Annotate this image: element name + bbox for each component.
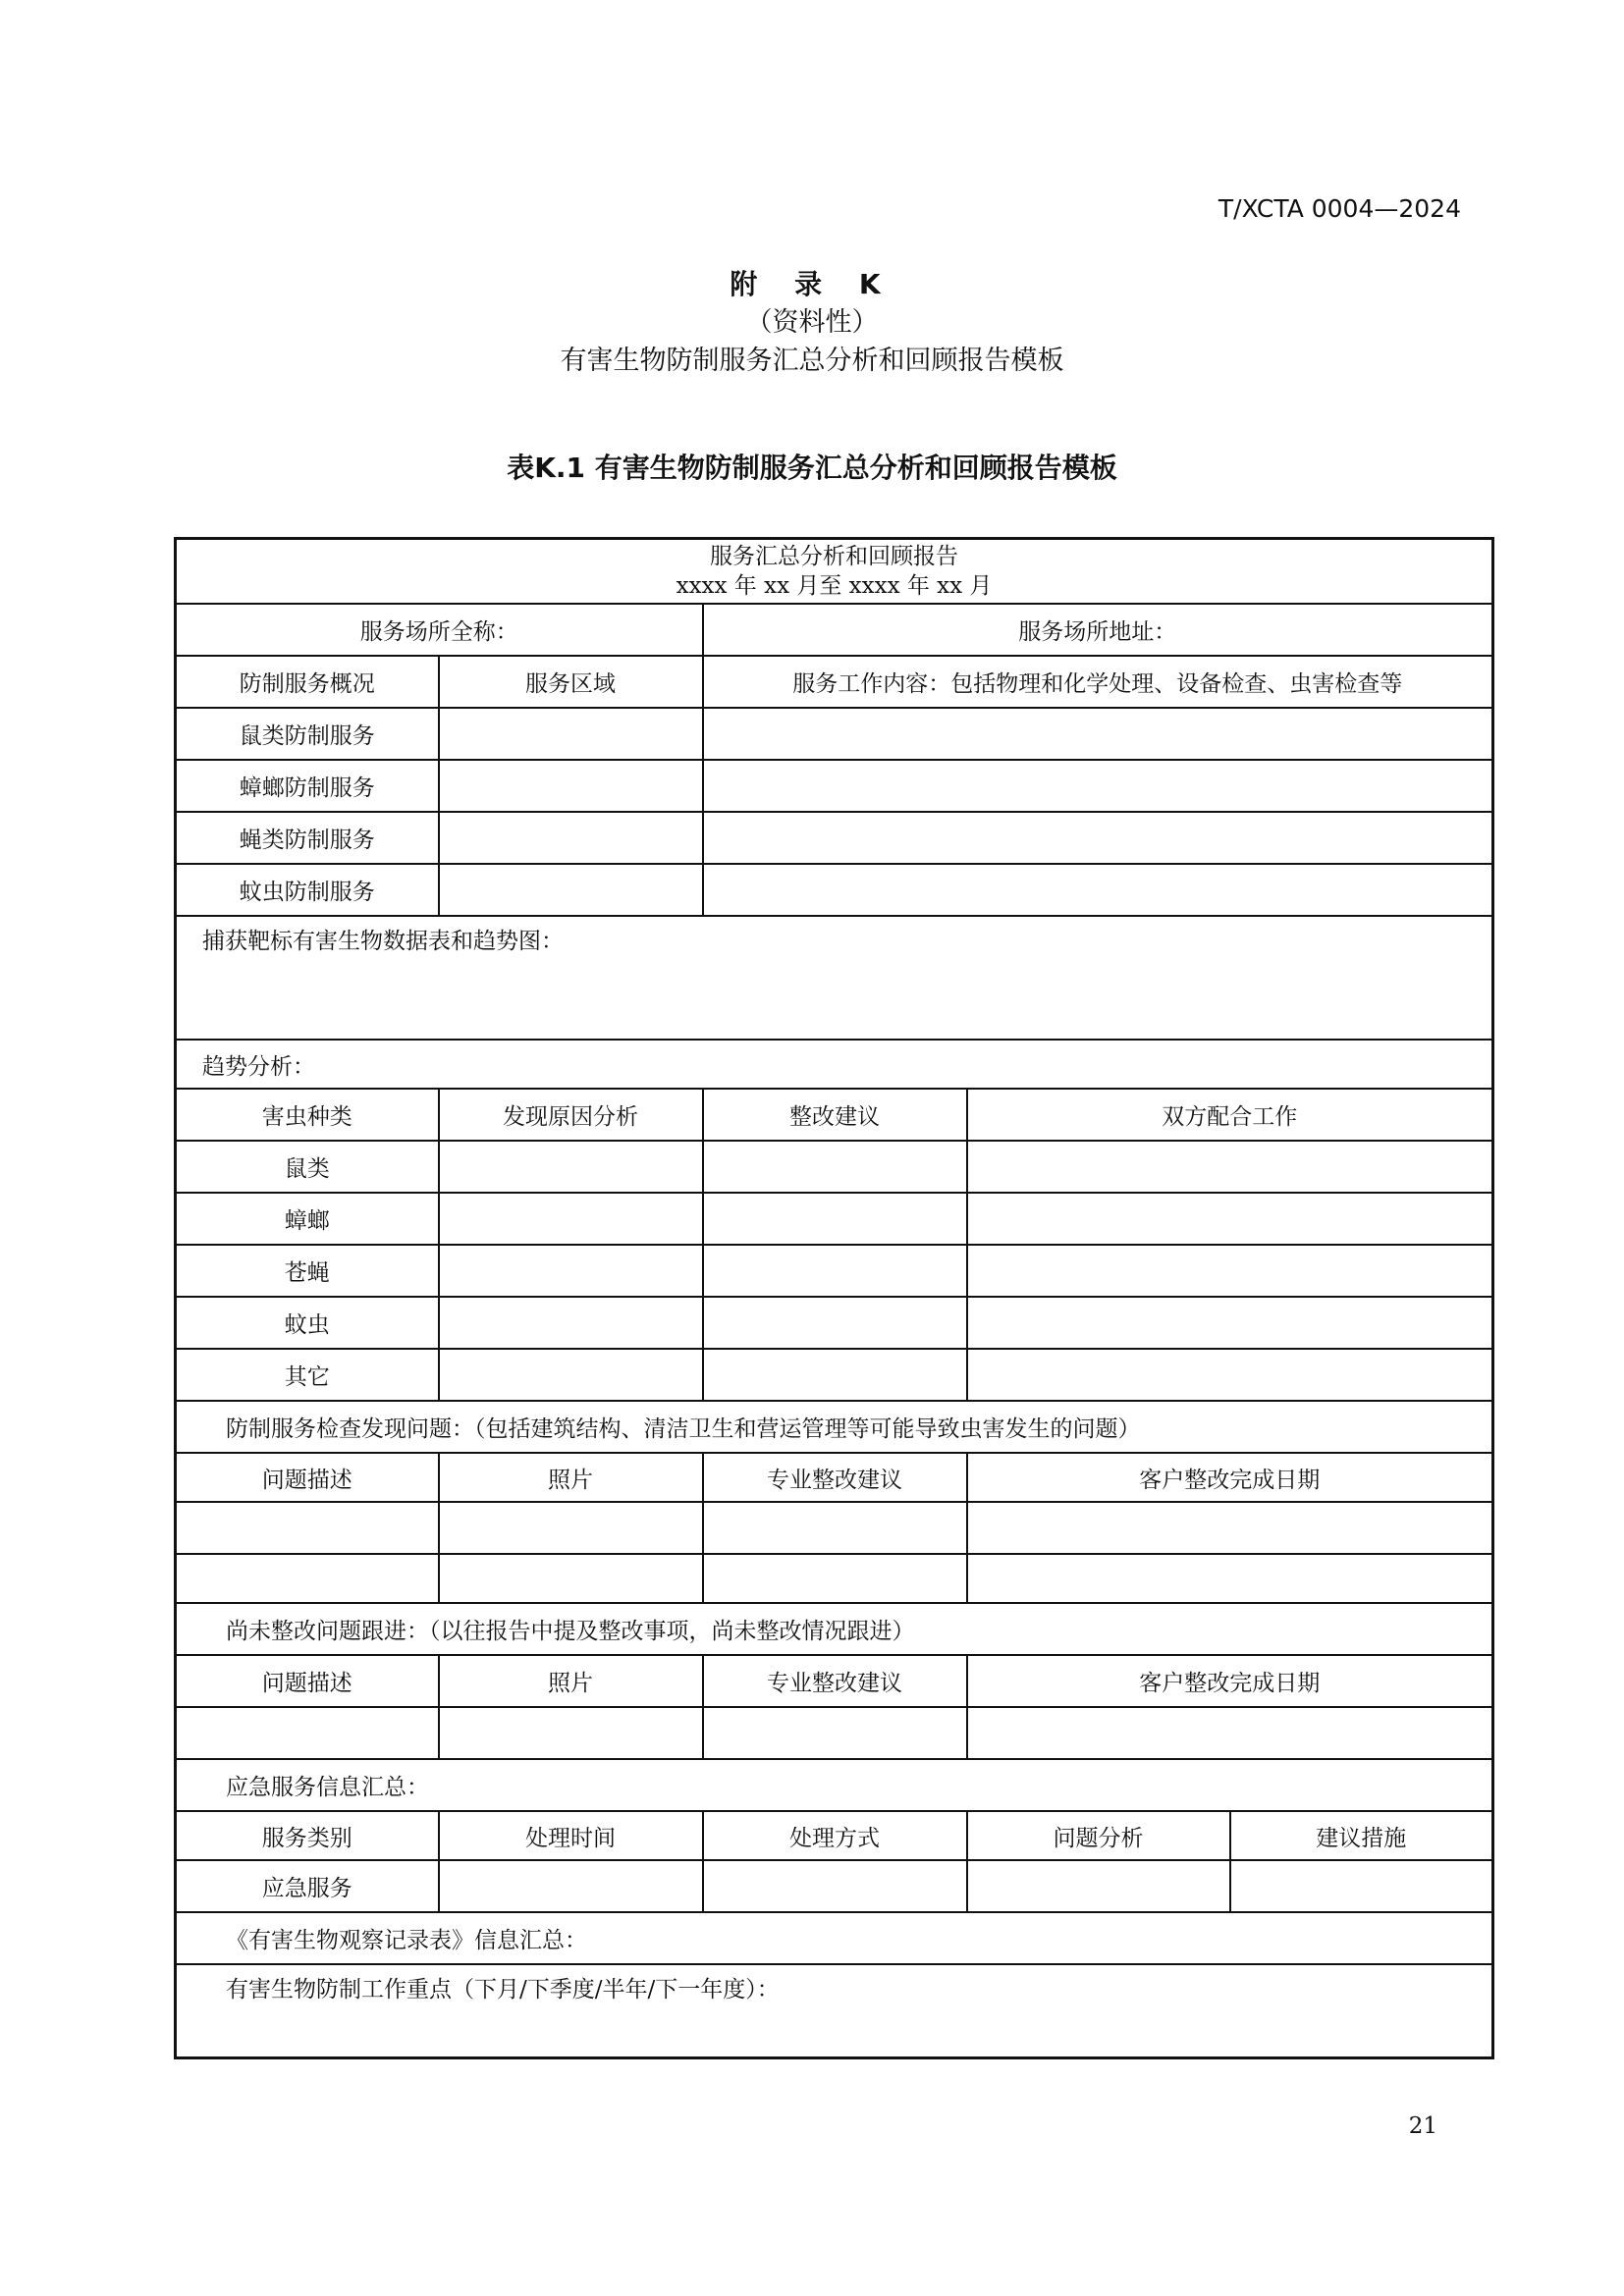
followup-header-cell: 问题描述 — [176, 1655, 439, 1707]
followup-label: 尚未整改问题跟进：（以往报告中提及整改事项，尚未整改情况跟进） — [176, 1603, 1493, 1655]
service-row-label: 鼠类防制服务 — [176, 708, 439, 760]
report-period: xxxx 年 xx 月至 xxxx 年 xx 月 — [676, 573, 993, 599]
appendix-nature: （资料性） — [745, 307, 879, 338]
focus-row — [176, 1964, 1493, 2057]
issue-date-cell[interactable] — [967, 1502, 1493, 1554]
site-address-field[interactable]: 服务场所地址： — [703, 604, 1493, 656]
followup-suggestion-cell[interactable] — [703, 1707, 967, 1759]
observation-summary-field[interactable]: 《有害生物观察记录表》信息汇总： — [176, 1912, 1493, 1964]
pest-cause-cell[interactable] — [439, 1297, 703, 1349]
service-row — [176, 708, 1493, 760]
issue-suggestion-cell[interactable] — [703, 1554, 967, 1603]
followup-label-row — [176, 1603, 1493, 1655]
report-title-cell — [176, 539, 1493, 605]
pest-row — [176, 1193, 1493, 1245]
issue-photo-cell[interactable] — [439, 1502, 703, 1554]
followup-header-cell: 照片 — [439, 1655, 703, 1707]
pest-control-focus-field[interactable]: 有害生物防制工作重点（下月/下季度/半年/下一年度）： — [176, 1964, 1493, 2057]
trend-header-cell: 双方配合工作 — [967, 1089, 1493, 1141]
capture-data-field[interactable]: 捕获靶标有害生物数据表和趋势图： — [176, 916, 1493, 1040]
pest-cause-cell[interactable] — [439, 1349, 703, 1401]
pest-cause-cell[interactable] — [439, 1193, 703, 1245]
service-row — [176, 812, 1493, 864]
overview-header-cell: 防制服务概况 — [176, 656, 439, 708]
pest-cooperation-cell[interactable] — [967, 1141, 1493, 1193]
service-area-cell[interactable] — [439, 864, 703, 916]
emergency-row-label: 应急服务 — [176, 1860, 439, 1912]
issue-row — [176, 1502, 1493, 1554]
emergency-time-cell[interactable] — [439, 1860, 703, 1912]
emergency-analysis-cell[interactable] — [967, 1860, 1230, 1912]
pest-row — [176, 1141, 1493, 1193]
issue-date-cell[interactable] — [967, 1554, 1493, 1603]
report-title-row — [176, 539, 1493, 605]
followup-header-row — [176, 1655, 1493, 1707]
pest-row-label: 苍蝇 — [176, 1245, 439, 1297]
appendix-name: 有害生物防制服务汇总分析和回顾报告模板 — [560, 346, 1064, 376]
pest-cause-cell[interactable] — [439, 1141, 703, 1193]
emergency-label-row — [176, 1759, 1493, 1811]
emergency-row — [176, 1860, 1493, 1912]
pest-cooperation-cell[interactable] — [967, 1297, 1493, 1349]
service-content-cell[interactable] — [703, 812, 1493, 864]
pest-suggestion-cell[interactable] — [703, 1193, 967, 1245]
overview-header-cell: 服务区域 — [439, 656, 703, 708]
followup-row — [176, 1707, 1493, 1759]
pest-row-label: 其它 — [176, 1349, 439, 1401]
appendix-title: 附 录 K — [730, 268, 894, 300]
service-content-cell[interactable] — [703, 708, 1493, 760]
pest-row-label: 鼠类 — [176, 1141, 439, 1193]
table-caption: 表K.1 有害生物防制服务汇总分析和回顾报告模板 — [507, 452, 1117, 484]
followup-photo-cell[interactable] — [439, 1707, 703, 1759]
service-row — [176, 760, 1493, 812]
service-content-cell[interactable] — [703, 864, 1493, 916]
followup-date-cell[interactable] — [967, 1707, 1493, 1759]
site-name-field[interactable]: 服务场所全称： — [176, 604, 703, 656]
pest-cooperation-cell[interactable] — [967, 1245, 1493, 1297]
capture-data-row — [176, 916, 1493, 1040]
page-number: 21 — [1408, 2113, 1437, 2139]
pest-row-label: 蚊虫 — [176, 1297, 439, 1349]
followup-header-cell: 客户整改完成日期 — [967, 1655, 1493, 1707]
emergency-header-cell: 处理时间 — [439, 1811, 703, 1860]
issue-description-cell[interactable] — [176, 1554, 439, 1603]
pest-row-label: 蟑螂 — [176, 1193, 439, 1245]
standard-code: T/XCTA 0004—2024 — [1218, 194, 1461, 223]
issue-header-row — [176, 1453, 1493, 1502]
emergency-label: 应急服务信息汇总： — [176, 1759, 1493, 1811]
emergency-header-cell: 建议措施 — [1230, 1811, 1493, 1860]
emergency-header-row — [176, 1811, 1493, 1860]
emergency-header-cell: 处理方式 — [703, 1811, 967, 1860]
service-area-cell[interactable] — [439, 760, 703, 812]
observation-row — [176, 1912, 1493, 1964]
report-title: 服务汇总分析和回顾报告 — [710, 544, 959, 569]
report-template-table — [174, 537, 1494, 2059]
site-info-row — [176, 604, 1493, 656]
pest-suggestion-cell[interactable] — [703, 1297, 967, 1349]
issue-header-cell: 问题描述 — [176, 1453, 439, 1502]
service-row-label: 蚊虫防制服务 — [176, 864, 439, 916]
service-area-cell[interactable] — [439, 708, 703, 760]
pest-suggestion-cell[interactable] — [703, 1349, 967, 1401]
issue-row — [176, 1554, 1493, 1603]
emergency-method-cell[interactable] — [703, 1860, 967, 1912]
pest-row — [176, 1297, 1493, 1349]
pest-cooperation-cell[interactable] — [967, 1193, 1493, 1245]
issue-header-cell: 客户整改完成日期 — [967, 1453, 1493, 1502]
followup-header-cell: 专业整改建议 — [703, 1655, 967, 1707]
issue-description-cell[interactable] — [176, 1502, 439, 1554]
pest-suggestion-cell[interactable] — [703, 1245, 967, 1297]
emergency-header-cell: 问题分析 — [967, 1811, 1230, 1860]
service-row-label: 蟑螂防制服务 — [176, 760, 439, 812]
trend-header-row — [176, 1089, 1493, 1141]
followup-description-cell[interactable] — [176, 1707, 439, 1759]
service-area-cell[interactable] — [439, 812, 703, 864]
trend-header-cell: 发现原因分析 — [439, 1089, 703, 1141]
trend-analysis-label: 趋势分析： — [176, 1040, 1493, 1089]
trend-label-row — [176, 1040, 1493, 1089]
overview-header-cell: 服务工作内容：包括物理和化学处理、设备检查、虫害检查等 — [703, 656, 1493, 708]
emergency-measures-cell[interactable] — [1230, 1860, 1493, 1912]
service-content-cell[interactable] — [703, 760, 1493, 812]
pest-suggestion-cell[interactable] — [703, 1141, 967, 1193]
pest-row — [176, 1245, 1493, 1297]
pest-row — [176, 1349, 1493, 1401]
emergency-header-cell: 服务类别 — [176, 1811, 439, 1860]
trend-header-cell: 害虫种类 — [176, 1089, 439, 1141]
inspection-issues-label: 防制服务检查发现问题：（包括建筑结构、清洁卫生和营运管理等可能导致虫害发生的问题） — [176, 1401, 1493, 1453]
inspection-label-row — [176, 1401, 1493, 1453]
issue-header-cell: 专业整改建议 — [703, 1453, 967, 1502]
issue-suggestion-cell[interactable] — [703, 1502, 967, 1554]
overview-header-row — [176, 656, 1493, 708]
service-row — [176, 864, 1493, 916]
issue-photo-cell[interactable] — [439, 1554, 703, 1603]
service-row-label: 蝇类防制服务 — [176, 812, 439, 864]
pest-cause-cell[interactable] — [439, 1245, 703, 1297]
issue-header-cell: 照片 — [439, 1453, 703, 1502]
trend-header-cell: 整改建议 — [703, 1089, 967, 1141]
pest-cooperation-cell[interactable] — [967, 1349, 1493, 1401]
